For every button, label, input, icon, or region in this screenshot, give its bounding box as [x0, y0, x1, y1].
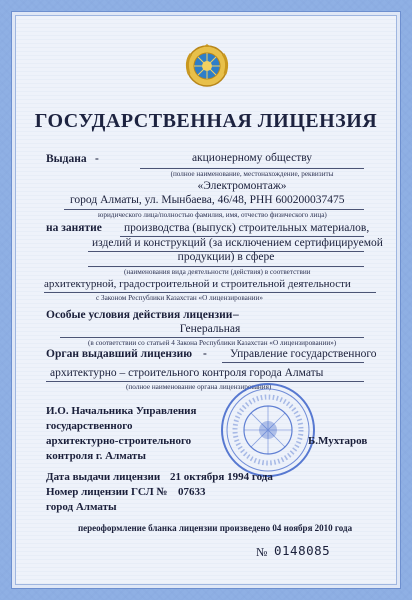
- issue-city: город Алматы: [46, 501, 117, 513]
- activity-line4: архитектурной, градостроительной и строительной деятельности: [44, 278, 351, 290]
- authority-hint: (полное наименование органа лицензирования): [126, 383, 272, 391]
- document-title: ГОСУДАРСТВЕННАЯ ЛИЦЕНЗИЯ: [34, 110, 378, 132]
- underline: [222, 362, 364, 363]
- issued-to-value-line1: акционерному обществу: [191, 152, 313, 164]
- issued-to-dash: -: [95, 153, 99, 165]
- license-number-label: Номер лицензии ГСЛ №: [46, 486, 168, 498]
- form-number-value: 0148085: [274, 543, 331, 558]
- underline: [140, 168, 364, 169]
- activity-hint2: с Законом Республики Казахстан «О лицензировании»: [96, 294, 263, 302]
- issued-to-hint1: (полное наименование, местонахождение, реквизиты: [170, 170, 334, 178]
- issue-date-label: Дата выдачи лицензии: [46, 471, 161, 483]
- underline: [64, 209, 364, 210]
- license-number-value: 07633: [178, 486, 206, 498]
- activity-hint1: (наименования вида деятельности (действия) в соответствии: [124, 268, 311, 276]
- signatory-name: Б.Мухтаров: [308, 435, 368, 447]
- issued-to-hint3: юридического лица/полностью фамилия, имя, отчество физического лица): [98, 211, 327, 219]
- form-number-sign: №: [256, 545, 268, 559]
- signatory-line1: И.О. Начальника Управления: [46, 405, 197, 417]
- activity-label: на занятие: [46, 222, 102, 234]
- reissue-note: переоформление бланка лицензии произведено 04 ноября 2010 года: [78, 523, 353, 533]
- conditions-hint: (в соответствии со статьей 4 Закона Республики Казахстан «О лицензировании»): [88, 339, 337, 347]
- authority-label: Орган выдавший лицензию: [46, 348, 193, 360]
- state-emblem-icon: [183, 44, 231, 88]
- conditions-label: Особые условия действия лицензии: [46, 309, 233, 321]
- signatory-line4: контроля г. Алматы: [46, 450, 146, 462]
- issued-to-value-line3: город Алматы, ул. Мынбаева, 46/48, РНН 600200037475: [70, 194, 345, 206]
- signatory-line3: архитектурно-строительного: [46, 435, 192, 447]
- underline: [60, 337, 364, 338]
- activity-line1: производства (выпуск) строительных материалов,: [124, 222, 370, 234]
- authority-line1: Управление государственного: [230, 348, 377, 360]
- activity-line3: продукции) в сфере: [177, 251, 275, 263]
- authority-dash: -: [203, 348, 207, 360]
- official-stamp-icon: [218, 380, 318, 480]
- conditions-dash: –: [233, 309, 239, 321]
- activity-line2: изделий и конструкций (за исключением сертифицируемой: [92, 237, 383, 249]
- issue-date-value: 21 октября 1994 года: [170, 471, 273, 483]
- authority-line2: архитектурно – строительного контроля города Алматы: [50, 367, 324, 379]
- issued-to-label: Выдана: [46, 153, 87, 165]
- signatory-line2: государственного: [46, 420, 133, 432]
- underline: [88, 266, 364, 267]
- conditions-value: Генеральная: [179, 323, 241, 335]
- underline: [44, 292, 376, 293]
- issued-to-value-line2: «Электромонтаж»: [197, 180, 287, 192]
